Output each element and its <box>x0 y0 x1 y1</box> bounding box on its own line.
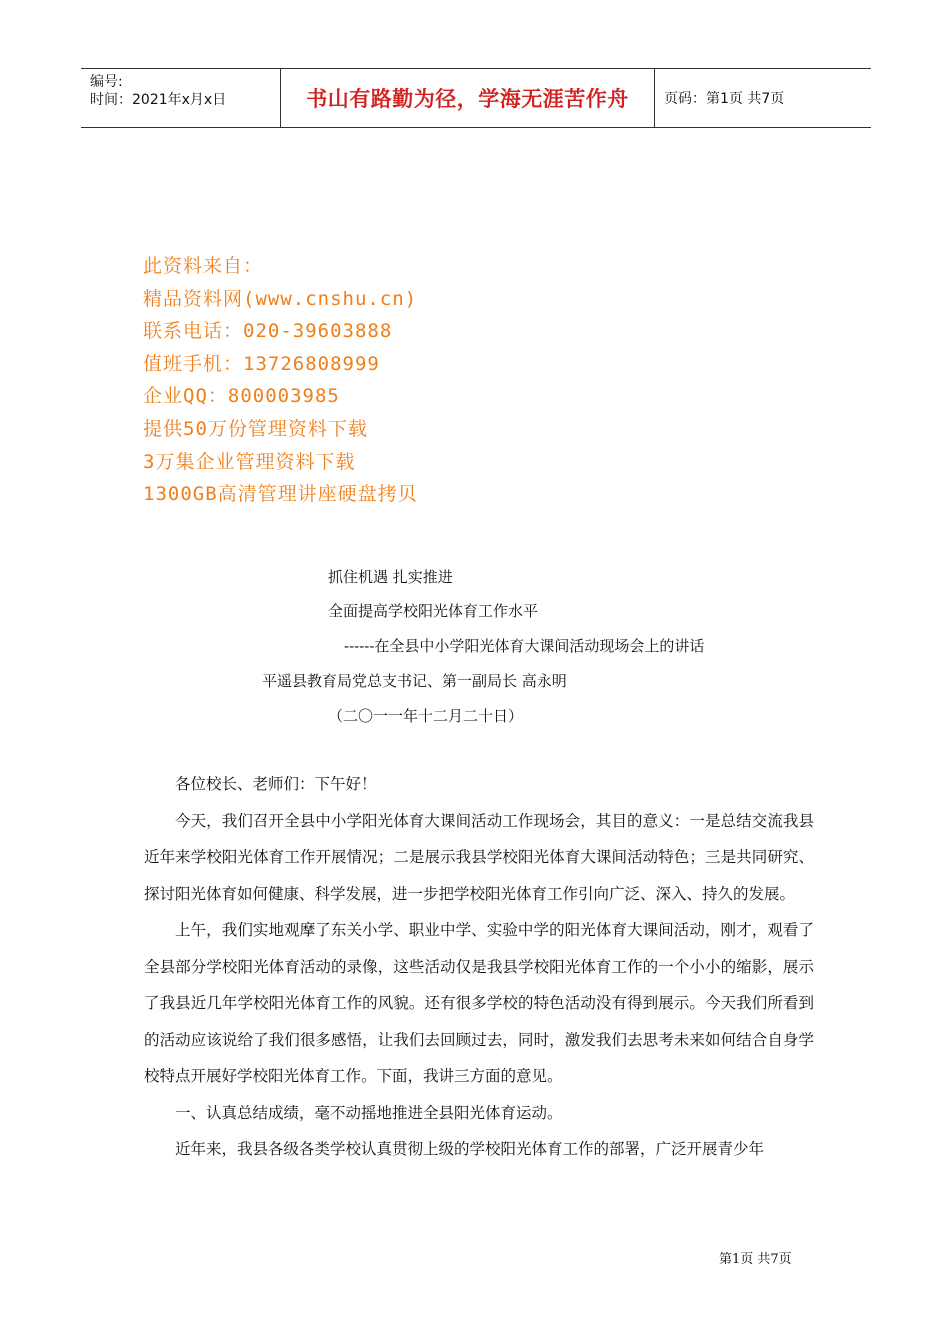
page-footer: 第1页 共7页 <box>719 1252 792 1267</box>
body-paragraph: 近年来，我县各级各类学校认真贯彻上级的学校阳光体育工作的部署，广泛开展青少年 <box>175 1140 765 1158</box>
header-motto: 书山有路勤为径，学海无涯苦作舟 <box>281 69 655 127</box>
body-paragraph: 上午，我们实地观摩了东关小学、职业中学、实验中学的阳光体育大课间活动，刚才，观看了全县部分学校阳光体育活动的录像，这些活动仅是我县学校阳光体育工作的一个小小的缩影，展示了我县近几年学校阳光体育工作的风貌。还有很多学校的特色活动没有得到展示。今天我们所看到的活动应该说给了我们很多感悟，让我们去回顾过去，同时，激发我们去思考未来如何结合自身学校特点开展好学校阳光体育工作。下面，我讲三方面的意见。 <box>144 921 814 1085</box>
promo-line: 此资料来自： <box>143 255 264 277</box>
document-header <box>81 68 871 128</box>
promo-block <box>143 250 418 511</box>
greeting-paragraph: 各位校长、老师们：下午好！ <box>175 775 377 793</box>
speaker-line: 平遥县教育局党总支书记、第一副局长 高永明 <box>262 672 567 690</box>
promo-line: 3万集企业管理资料下载 <box>143 450 356 473</box>
promo-line: 企业QQ：800003985 <box>143 385 340 408</box>
promo-line: 值班手机：13726808999 <box>143 352 380 375</box>
title-line-2: 全面提高学校阳光体育工作水平 <box>328 602 539 620</box>
body-paragraph: 今天，我们召开全县中小学阳光体育大课间活动工作现场会，其目的意义：一是总结交流我县近年来学校阳光体育工作开展情况；二是展示我县学校阳光体育大课间活动特色；三是共同研究、探讨阳光体育如何健康、科学发展，进一步把学校阳光体育工作引向广泛、深入、持久的发展。 <box>144 811 814 903</box>
speech-date: （二〇一一年十二月二十日） <box>328 707 524 725</box>
header-page-info: 页码：第1页 共7页 <box>664 91 785 107</box>
promo-line: 1300GB高清管理讲座硬盘拷贝 <box>143 483 418 506</box>
header-meta <box>81 69 281 127</box>
section-heading: 一、认真总结成绩，毫不动摇地推进全县阳光体育运动。 <box>175 1103 563 1122</box>
title-line-1: 抓住机遇 扎实推进 <box>328 568 453 586</box>
speech-body <box>144 766 814 1168</box>
promo-line: 提供50万份管理资料下载 <box>143 417 368 440</box>
subtitle: ------在全县中小学阳光体育大课间活动现场会上的讲话 <box>344 637 705 655</box>
number-label: 编号: <box>90 74 123 90</box>
time-label: 时间：2021年x月x日 <box>90 92 227 108</box>
promo-line: 精品资料网(www.cnshu.cn) <box>143 287 418 310</box>
promo-line: 联系电话：020-39603888 <box>143 320 393 343</box>
